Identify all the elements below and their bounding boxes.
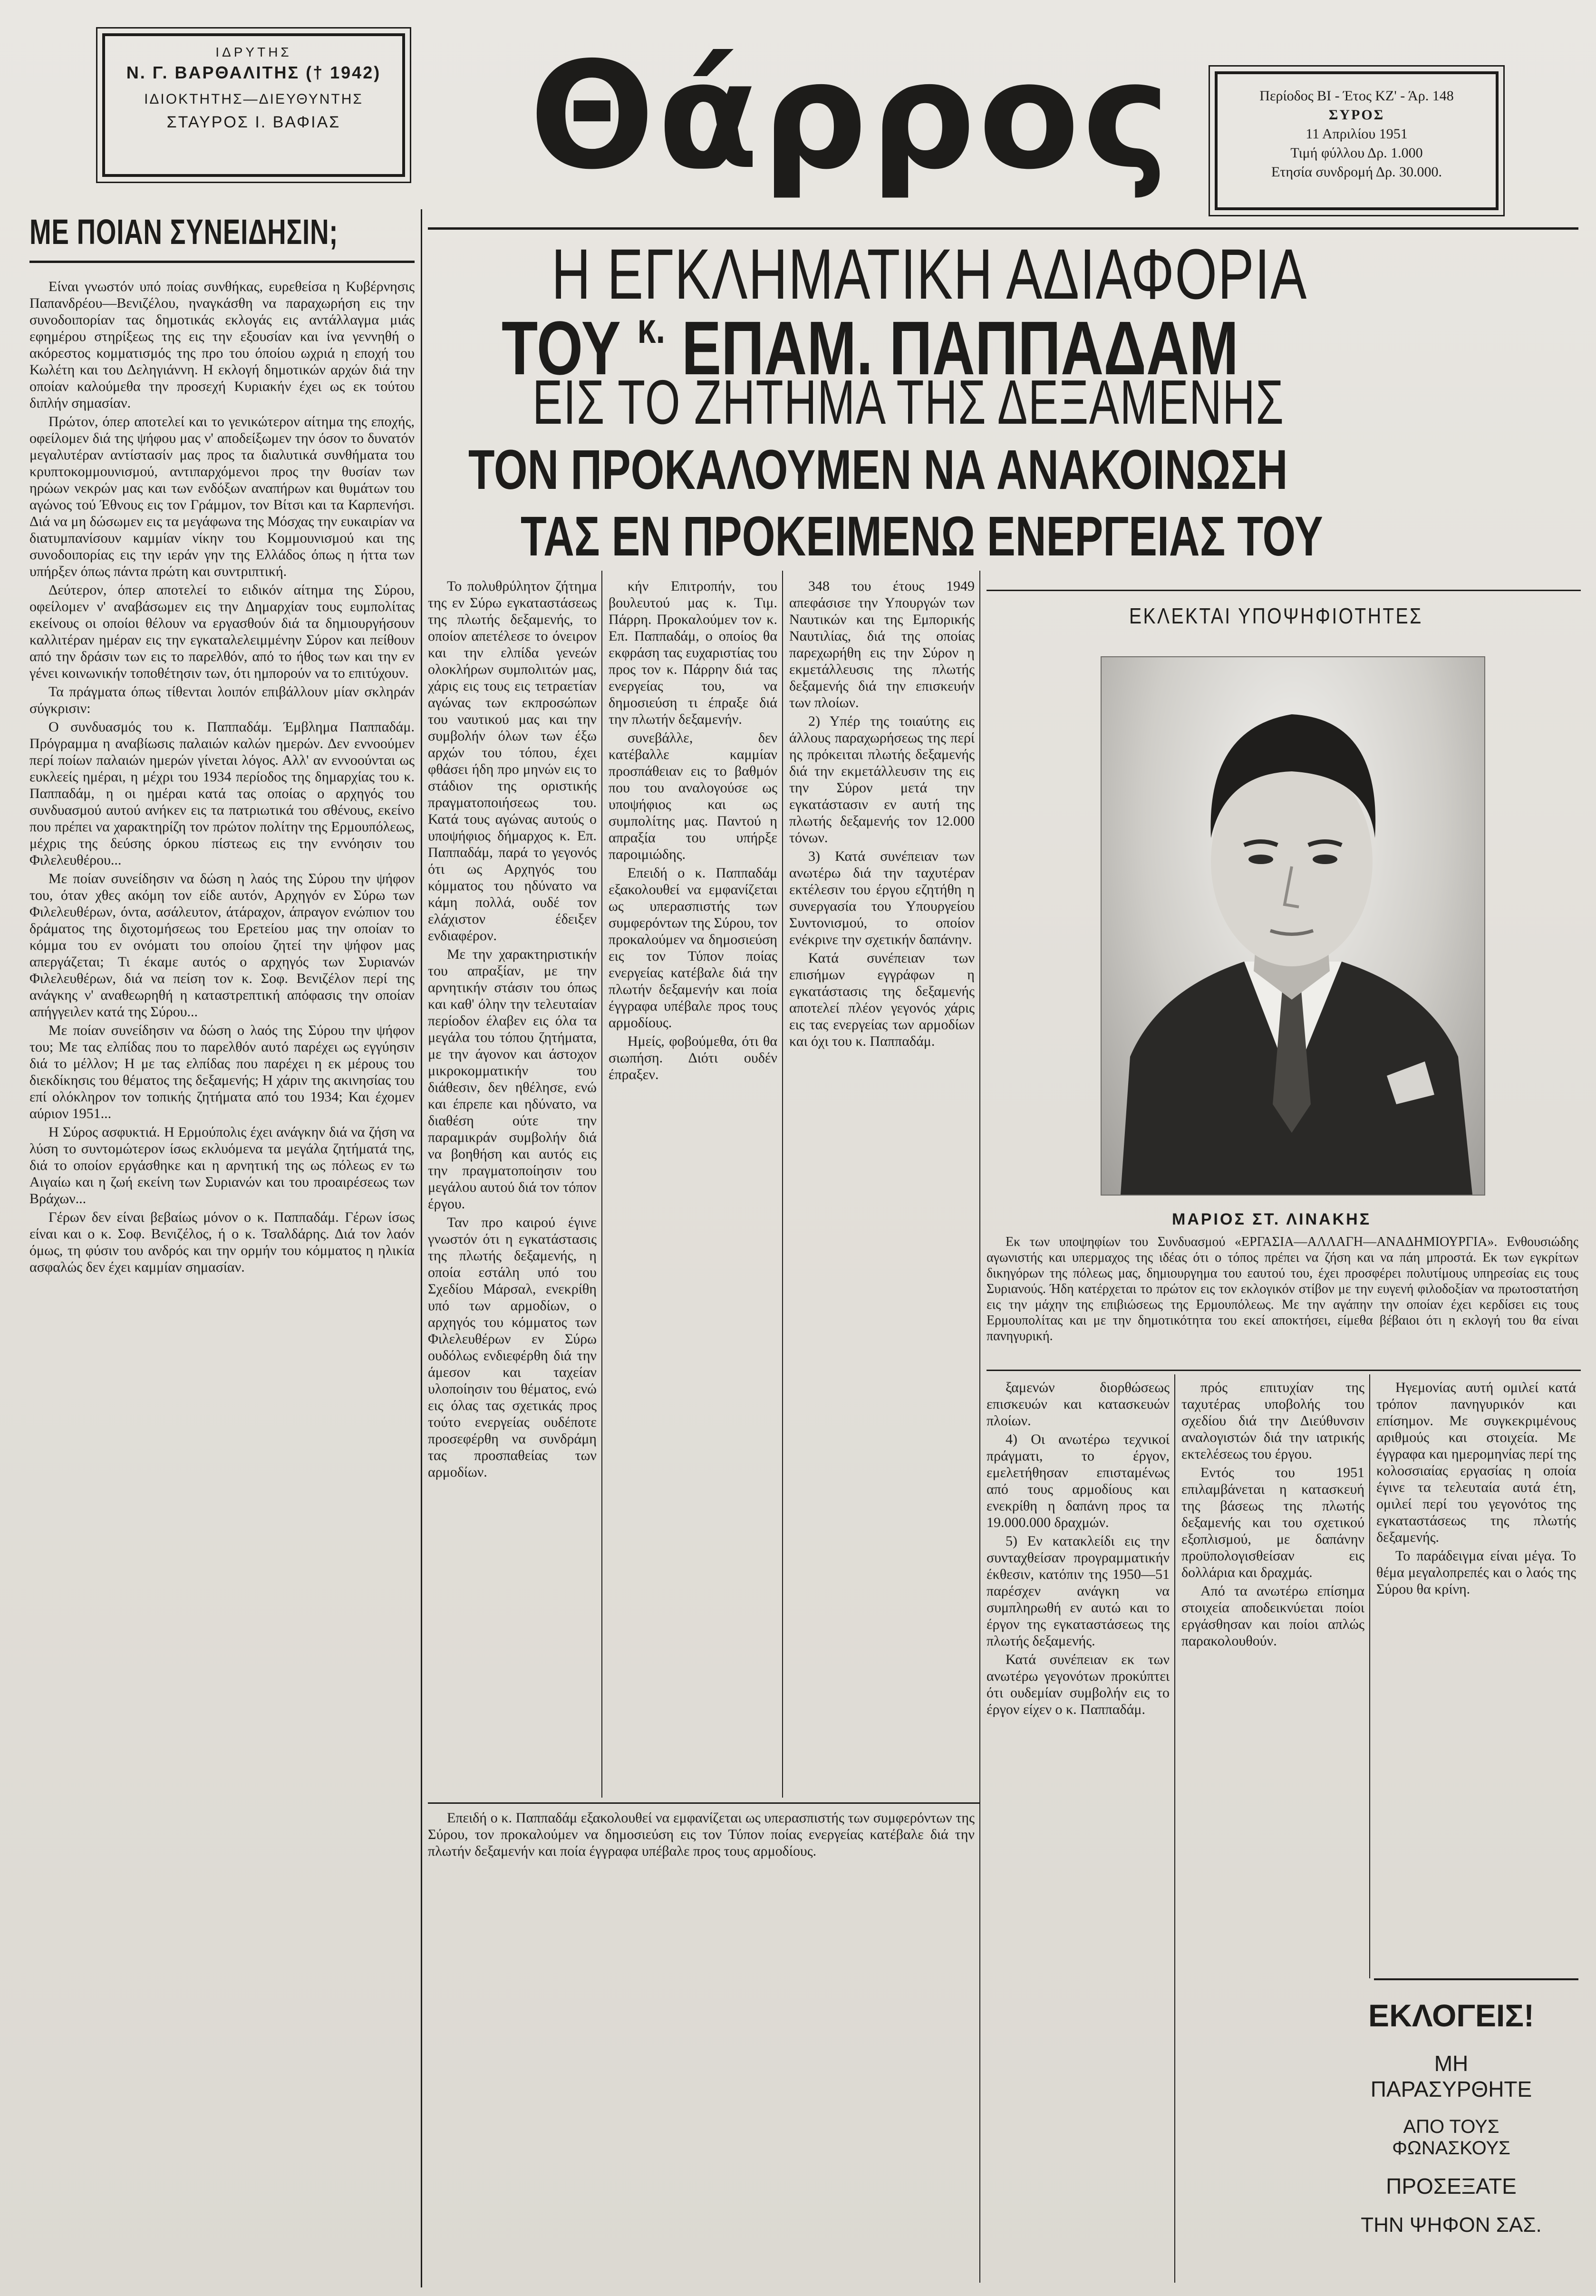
dock-paragraph: Το πολυθρύλητον ζήτημα της εν Σύρω εγκαταστάσεως της πλωτής δεξαμενής, το οποίον απετέλεσε το όνειρον και την ελπίδα γενεών ολοκλήρων συμπολιτών μας, χάρις εις τους εις τετραετίαν αγώνας των εκπροσώπων του ναυτικού μας και την συμβολήν όλων των έξω αρχών του τόπου, έχει φθάσει ήδη προ μηνών εις το στάδιον της οριστικής πραγματοποιήσεως του. Κατά τους αγώνας αυτούς ο υποψήφιος δήμαρχος κ. Επ. Παππαδάμ, παρά το γεγονός ότι ως Αρχηγός του κόμματος του ηδύνατο να κάμη πολλά, ουδέ τον ελάχιστον έδειξεν ενδιαφέρον.	[428, 578, 597, 944]
lower-divider-1	[1174, 1374, 1175, 2283]
dock-paragraph: Επειδή ο κ. Παππαδάμ εξακολουθεί να εμφανίζεται ως υπερασπιστής των συμφερόντων της Σύρου, τον προκαλούμεν να δημοσιεύση εις τον Τύπον ποίας ενεργείας κατέβαλε διά την πλωτήν δεξαμενήν και ποία έγγραφα υπέβαλε προς τους αρμοδίους.	[428, 1810, 975, 1859]
lower-paragraph: πρός επιτυχίαν της ταχυτέρας υποβολής του σχεδίου διά την Διεύθυνσιν αναλογιστών διά την ιατρικής εκτελέσεως του έργου.	[1181, 1380, 1364, 1462]
dock-paragraph: Κατά συνέπειαν των επισήμων εγγράφων η εγκατάστασις της δεξαμενής αποτελεί πλέον γεγονός χάρις εις τας ενεργείας των αρμοδίων και όχι του κ. Παππαδάμ.	[789, 950, 975, 1049]
lower-paragraph: 4) Οι ανωτέρω τεχνικοί πράγματι, το έργον, εμελετήθησαν επισταμένως από τους αρμοδίους και ενεκρίθη η δαπάνη προς τα 19.000.000 δραχμών.	[987, 1431, 1170, 1530]
elections-box	[1360, 1983, 1543, 2278]
founder-box	[102, 33, 405, 177]
editorial-paragraph: Είναι γνωστόν υπό ποίας συνθήκας, ευρεθείσα η Κυβέρνησις Παπανδρέου—Βενιζέλου, ηναγκάσθη να παραχωρήση εις την συνοδοιπορίαν τας δημοτικάς εκλογάς εις αντάλλαγμα μιάς εφημέρου στηρίξεως της εις την εξουσίαν και ίνα γεννηθή ο ακόρεστος κομματισμός της προ του όποίου ωχριά η εποχή του Κωλέτη και του Δεληγιάννη. Η εκλογή δημοτικών αρχών διά την οποίαν καλούμεθα την προσεχή Κυριακήν έχει ως εκ τούτου διπλήν σημασίαν.	[29, 279, 415, 411]
dock-paragraph: Επειδή ο κ. Παππαδάμ εξακολουθεί να εμφανίζεται ως υπερασπιστής των συμφερόντων της Σύρου, τον προκαλούμεν να δημοσιεύση εις τον Τύπον ποίας ενεργείας κατέβαλε διά την πλωτήν δεξαμενήν και ποία έγγραφα υπέβαλε προς τους αρμοδίους.	[609, 865, 777, 1031]
elections-line1: ΜΗ ΠΑΡΑΣΥΡΘΗΤΕ	[1370, 2051, 1532, 2101]
owner-role: ΙΔΙΟΚΤΗΤΗΣ—ΔΙΕΥΘΥΝΤΗΣ	[144, 91, 363, 107]
elections-line4: ΤΗΝ ΨΗΦΟΝ ΣΑΣ.	[1361, 2213, 1542, 2237]
lower-paragraph: ξαμενών διορθώσεως επισκευών και κατασκευών πλοίων.	[987, 1380, 1170, 1429]
candidate-photo-caption: ΜΑΡΙΟΣ ΣΤ. ΛΙΝΑΚΗΣ	[1172, 1210, 1372, 1228]
lower-column-c	[1376, 1379, 1576, 1974]
dock-paragraph: Με την χαρακτηριστικήν του απραξίαν, με την αρνητικήν στάσιν του όπως και καθ' όλην την τελευταίαν περίοδον έλαβεν εις όλα τα μεγάλα του τόπου ζητήματα, με την άγονον και άστοχον μικροκομματικήν του διάθεσιν, δεν ηθέλησε, ενώ και έπρεπε και ηδύνατο, να διαθέση ούτε την παραμικράν συμβολήν διά να βοηθήση και αυτός εις την πραγματοποίησιν του μεγάλου αυτού διά τον τόπον έργου.	[428, 946, 597, 1212]
issue-subscription: Ετησία συνδρομή Δρ. 30.000.	[1271, 164, 1442, 180]
editorial-underline	[29, 261, 415, 263]
lower-paragraph: Το παράδειγμα είναι μέγα. Το θέμα μεγαλοπρεπές και ο λαός της Σύρου θα κρίνη.	[1376, 1548, 1576, 1597]
owner-name: ΣΤΑΥΡΟΣ Ι. ΒΑΦΙΑΣ	[166, 113, 341, 131]
dock-paragraph: κήν Επιτροπήν, του βουλευτού μας κ. Τιμ. Πάρρη. Προκαλούμεν τον κ. Επ. Παππαδάμ, ο οποίος θα εκφράση τας ευχαριστίας του προς τον κ. Πάρρην διά τας ενεργείας του, να δημοσιεύση τι έπραξε διά την πλωτήν δεξαμενήν.	[609, 578, 777, 727]
lower-column-a	[987, 1379, 1170, 2280]
elections-line2: ΑΠΟ ΤΟΥΣ ΦΩΝΑΣΚΟΥΣ	[1392, 2116, 1510, 2159]
elections-title: ΕΚΛΟΓΕΙΣ!	[1368, 1998, 1534, 2033]
dock-paragraph: Ημείς, φοβούμεθα, ότι θα σιωπήση. Διότι ουδέν έπραξεν.	[609, 1033, 777, 1082]
article-divider-1	[601, 571, 602, 1798]
dock-paragraph: 2) Υπέρ της τοιαύτης εις άλλους παραχωρήσεως της περί ης πρόκειται πλωτής δεξαμενής διά την εκμετάλλευσιν της εις την Σύρον μετά την εγκατάστασιν εν αυτή της πλωτής δεξαμενής τον 12.000 τόνων.	[789, 713, 975, 846]
editorial-paragraph: Η Σύρος ασφυκτιά. Η Ερμούπολις έχει ανάγκην διά να ζήση να λύση το συντομώτερον ίσως εκλυόμενα τα μεγάλα ζητήματά της, διά το οποίον εργάσθηκε και η αρνητική της ως πόλεως εν τω Αιγαίω και η ζωή εκείνη των Συριανών και του προαιρέσεως των Βράχων...	[29, 1124, 415, 1206]
editorial-headline: ΜΕ ΠΟΙΑΝ ΣΥΝΕΙΔΗΣΙΝ;	[29, 212, 339, 252]
editorial-paragraph: Τα πράγματα όπως τίθενται λοιπόν επιβάλλουν μίαν σκληράν σύγκρισιν:	[29, 684, 415, 716]
candidates-top-rule	[987, 590, 1581, 591]
main-subheadline-2: ΤΑΣ ΕΝ ΠΡΟΚΕΙΜΕΝΩ ΕΝΕΡΓΕΙΑΣ ΤΟΥ	[521, 505, 1323, 568]
issue-price: Τιμή φύλλου Δρ. 1.000	[1290, 145, 1423, 161]
lower-paragraph: 5) Εν κατακλείδι εις την συνταχθείσαν προγραμματικήν έκθεσιν, κατόπιν της 1950—51 παρέσχεν ανάγκη να συμπληρωθή εν αυτώ και το έργον της εγκαταστάσεως της πλωτής δεξαμενής.	[987, 1533, 1170, 1649]
candidate-photo	[1101, 656, 1485, 1196]
lower-paragraph: Εντός του 1951 επιλαμβάνεται η κατασκευή της βάσεως της πλωτής δεξαμενής και του σχετικού εξοπλισμού, με δαπάνην προϋπολογισθείσαν εις δολλάρια και δραχμάς.	[1181, 1465, 1364, 1580]
candidate-portrait-image	[1102, 657, 1484, 1195]
article-divider-3	[979, 571, 980, 2283]
lower-paragraph: Κατά συνέπειαν εκ των ανωτέρω γεγονότων προκύπτει ότι ουδεμίαν συμβολήν εις το έργον είχεν ο κ. Παππαδάμ.	[987, 1652, 1170, 1717]
elections-line3: ΠΡΟΣΕΞΑΤΕ	[1386, 2174, 1517, 2199]
lower-paragraph: Ηγεμονίας αυτή ομιλεί κατά τρόπον πανηγυρικόν και επίσημον. Με συγκεκριμένους αριθμούς και στοιχεία. Με έγγραφα και ημερομηνίας περί της κολοσσιαίας εργασίας η οποία έγινε τα τελευταία αυτά έτη, ομιλεί περί του γεγονότος της εγκαταστάσεως της πλωτής δεξαμενής.	[1376, 1380, 1576, 1545]
lower-column-b	[1181, 1379, 1364, 2280]
editorial-column-divider	[421, 209, 422, 2287]
main-headline-line1: Η ΕΓΚΛΗΜΑΤΙΚΗ ΑΔΙΑΦΟΡΙΑ	[551, 234, 1307, 314]
lower-paragraph: Από τα ανωτέρω επίσημα στοιχεία αποδεικνύεται ποίοι εργάσθησαν και ποίοι απλώς παρακολουθούν.	[1181, 1583, 1364, 1649]
issue-date: 11 Απριλίου 1951	[1306, 126, 1408, 142]
editorial-paragraph: Με ποίαν συνείδησιν να δώση ο λαός της Σύρου την ψήφον του; Με τας ελπίδας που το παρελθόν αυτό παρέχει ως εγγύησιν διά το μέλλον; Η με τας ελπίδας που παρέχει η εκ μέρους του διεκδίκησις του θέματος της δεξαμενής; Η χάριν της ακινησίας του επί ολόκληρον τον τοπικής ζητήματα από του 1934; Και έχομεν αύριον 1951...	[29, 1022, 415, 1121]
founder-label: ΙΔΡΥΤΗΣ	[215, 45, 292, 59]
candidates-heading: ΕΚΛΕΚΤΑΙ ΥΠΟΨΗΦΙΟΤΗΤΕΣ	[1129, 603, 1423, 628]
editorial-paragraph: Πρώτον, όπερ αποτελεί και το γενικώτερον αίτημα της εποχής, οφείλομεν διά της ψήφου μας ν' αποδείξωμεν την όσον το δυνατόν μεγαλυτέραν αντίστασίν μας προς τα διαλυτικά συνθήματα του κρυπτοκομμουνισμού, αντιπαρχόμενοι προς την θυσίαν των ηρώων νεκρών μας και των ενδόξων αναπήρων και θυμάτων του αγώνος τού Έθνους εις τον Γράμμον, τον Βίτσι και τα Καρπενήσι. Διά να μη δώσωμεν εις τα μεγάφωνα της Μόσχας την ευκαιρίαν να διατυμπανίσουν καμμίαν νίκην του Κομμουνισμού και της συνοδοιπορίας εις την ιεράν γην της Ελλάδος όπως η ήττα των υπήρξεν όπως πάντα πρώτη και συντριπτική.	[29, 414, 415, 579]
dock-paragraph: συνεβάλλε, δεν κατέβαλλε καμμίαν προσπάθειαν εις το βαθμόν που του αναλογούσε ως υποψήφιος και ως συμπολίτης μας. Παντού η απραξία του υπήρξε παροιμιώδης.	[609, 730, 777, 862]
masthead-title: Θάρρος	[529, 30, 1173, 202]
article-bottom-rule	[428, 1802, 979, 1804]
editorial-paragraph: Γέρων δεν είναι βεβαίως μόνον ο κ. Παππαδάμ. Γέρων ίσως είναι και ο κ. Σοφ. Βενιζέλος, ή ο κ. Τσαλδάρης. Διά τον λαόν όμως, τη φύσιν του ανδρός και την ορμήν του κόμματος η ηλικία ασφαλώς δεν έχει καμμίαν σημασίαν.	[29, 1209, 415, 1275]
issue-box	[1215, 71, 1499, 210]
dock-article-col3	[789, 578, 975, 1786]
founder-name: Ν. Γ. ΒΑΡΘΑΛΙΤΗΣ († 1942)	[126, 63, 381, 82]
main-headline-abbr: κ.	[637, 305, 666, 352]
issue-city: ΣΥΡΟΣ	[1328, 107, 1385, 123]
dock-paragraph: Ταν προ καιρού έγινε γνωστόν ότι η εγκατάστασις της πλωτής δεξαμενής, η οποία εστάλη υπό του Σχεδίου Μάρσαλ, ενεκρίθη υπό των αρμοδίων, ο αρχηγός του κόμματος των Φιλελευθέρων εν Σύρω ουδόλως ενδιεφέρθη διά την άμεσον και ταχείαν υλοποίησιν του θέματος, ενώ εις όλας τας σχετικάς προς τούτο ενεργείας ουδέποτε προσεφέρθη να συνδράμη τας προσπαθείας των αρμοδίων.	[428, 1215, 597, 1480]
editorial-body	[29, 278, 415, 2283]
dock-article-col2	[609, 578, 777, 1786]
main-headline-tou: ΤΟΥ	[502, 305, 621, 390]
dock-article-col1	[428, 578, 597, 1786]
editorial-paragraph: Δεύτερον, όπερ αποτελεί το ειδικόν αίτημα της Σύρου, οφείλομεν ν' αναβάσωμεν εις την Δημαρχίαν τους ευμπολίτας εκείνους οι οποίοι θέλουν να εργασθούν διά τα δημιουργήσουν καλλιτέραν ημέραν εις την εγκαταλελειμμένην Σύρον και πείθουν από την δράσιν των εις το παρελθόν, από το ήθος των και την εν γένει κοινωνικήν τοποθέτησιν των, ότι ημπορούν να το επιτύχουν.	[29, 582, 415, 681]
article-divider-2	[782, 571, 783, 1798]
elections-top-rule	[1374, 1978, 1578, 1980]
dock-paragraph: 3) Κατά συνέπειαν των ανωτέρω διά την ταχυτέραν εκτέλεσιν του έργου εζητήθη η συνεργασία του Υπουργείου Συντονισμού, το οποίον ενέκρινε την σχετικήν δαπάνην.	[789, 848, 975, 947]
dock-paragraph: 348 του έτους 1949 απεφάσισε την Υπουργών των Ναυτικών και της Εμπορικής Ναυτιλίας, διά της οποίας παρεχωρήθη εις την Σύρον η εκμετάλλευσις της πλωτής δεξαμενής διά την επισκευήν των πλοίων.	[789, 578, 975, 710]
candidate-bio-rule	[987, 1370, 1581, 1371]
main-subheadline-1: ΤΟΝ ΠΡΟΚΑΛΟΥΜΕΝ ΝΑ ΑΝΑΚΟΙΝΩΣΗ	[468, 438, 1288, 501]
editorial-paragraph: Με ποίαν συνείδησιν να δώση η λαός της Σύρου την ψήφον του, όταν χθες ακόμη τον είδε αυτόν, Αρχηγόν εν Σύρω των Φιλελευθέρων, όντα, ασάλευτον, άτάραχον, άπραγον ενώπιον του δράματος της διχοτομήσεως του Ερετείου μας την οποίαν το κόμμα του εν ονόματι του οποίου ζητεί την ψήφον μας απεργάζεται; Τι έκαμε αυτός ο αρχηγός των Συριανών Φιλελευθέρων, διά να πείση τον κ. Σοφ. Βενιζέλον περί της ανάγκης ν' αναθεωρηθή η καταστρεπτική απόφασις την οποίαν απήγγειλεν κατά της Σύρου...	[29, 871, 415, 1020]
article-bottom-note	[428, 1810, 975, 2280]
editorial-paragraph: Ο συνδυασμός του κ. Παππαδάμ. Έμβλημα Παππαδάμ. Πρόγραμμα η αναβίωσις παλαιών καλών ημερών. Δεν εννοούμεν περί ποίων παλαιών ημερών γίνεται λόγος. Αλλ' αν εννοούνται ως ευκλεείς ημέραι, η μέχρι του 1934 περίοδος της δημαρχίας του κ. Παππαδάμ, η οι ημέραι κατά τας οποίας ο αρχηγός του συνδυασμού αυτού ανήκεν εις τα πατριωτικά του σθένους, εκείνο που πρέπει να χαρακτηρίζη τον πρώτον πολίτην της Ερμουπόλεως, μέχρις της δεύσης όρκου πίστεως εις την εννόησιν του Φιλελευθέρου...	[29, 719, 415, 868]
lower-divider-2	[1369, 1374, 1370, 1978]
main-headline-line3: ΕΙΣ ΤΟ ΖΗΤΗΜΑ ΤΗΣ ΔΕΞΑΜΕΝΗΣ	[532, 367, 1285, 437]
issue-period: Περίοδος ΒΙ - Έτος ΚΖ' - Άρ. 148	[1259, 88, 1454, 104]
masthead-rule	[428, 227, 1578, 230]
candidate-bio: Εκ των υποψηφίων του Συνδυασμού «ΕΡΓΑΣΙΑ—ΑΛΛΑΓΗ—ΑΝΑΔΗΜΙΟΥΡΓΙΑ». Ενθουσιώδης αγωνιστής και υπερμαχος της ιδέας ότι ο τόπος πρέπει να ζήση και να πάη μπροστά. Εκ των εγκρίτων δικηγόρων της πόλεως μας, δημιουργημα του εαυτού του, έχει προσφέρει πολυτίμους υπηρεσίας εις τους Συριανούς. Ήδη κατέρχεται το πρώτον εις τον εκλογικόν στίβον με την ευγενή φιλοδοξίαν να πρωτοστατήση εις την μάχην της επιβιώσεως της Ερμουπόλεως. Με την αγάπην την οποίαν έχει κερδίσει εις τους Ερμουπολίτας και με την δημοτικότητα του εκεί αποκτήσει, είμεθα βέβαιοι ότι η εκλογή του θα είναι πανηγυρική.	[987, 1235, 1578, 1343]
main-headline-name: ΕΠΑΜ. ΠΑΠΠΑΔΑΜ	[681, 305, 1239, 390]
